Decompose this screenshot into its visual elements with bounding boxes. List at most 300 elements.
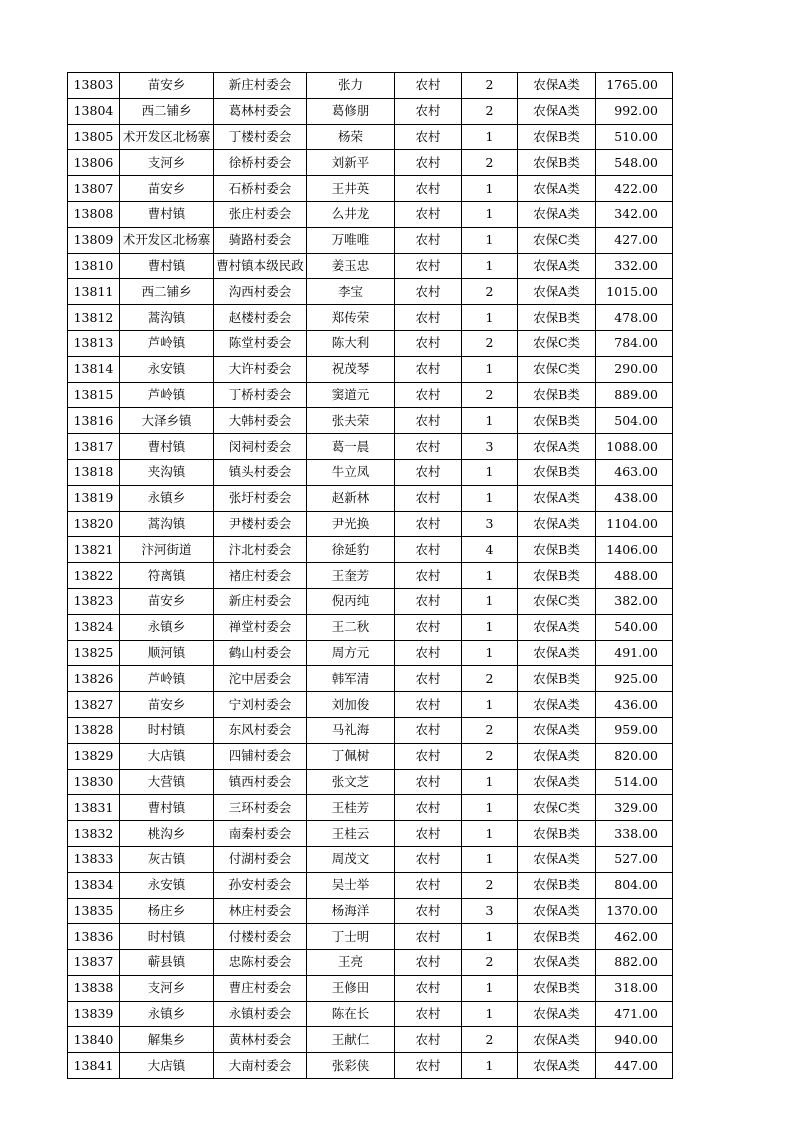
table-cell-town: 杨庄乡 [120, 898, 214, 924]
table-cell-name: 马礼海 [307, 717, 395, 743]
table-cell-town: 苗安乡 [120, 692, 214, 718]
table-cell-id: 13830 [68, 769, 120, 795]
table-cell-category: 农保A类 [518, 846, 596, 872]
table-cell-amount: 447.00 [596, 1053, 673, 1079]
table-cell-count: 2 [462, 666, 518, 692]
table-cell-category: 农保A类 [518, 434, 596, 460]
table-cell-village: 付楼村委会 [214, 924, 307, 950]
table-cell-count: 1 [462, 408, 518, 434]
table-cell-count: 1 [462, 795, 518, 821]
table-cell-type: 农村 [395, 1027, 462, 1053]
table-cell-village: 汴北村委会 [214, 537, 307, 563]
table-cell-category: 农保A类 [518, 176, 596, 202]
table-cell-village: 曹庄村委会 [214, 975, 307, 1001]
table-cell-village: 忠陈村委会 [214, 950, 307, 976]
table-cell-count: 2 [462, 330, 518, 356]
table-cell-village: 骑路村委会 [214, 227, 307, 253]
table-cell-count: 1 [462, 846, 518, 872]
table-cell-village: 宁刘村委会 [214, 692, 307, 718]
table-cell-name: 窦道元 [307, 382, 395, 408]
table-cell-village: 鹤山村委会 [214, 640, 307, 666]
table-cell-count: 1 [462, 769, 518, 795]
table-cell-category: 农保A类 [518, 1027, 596, 1053]
table-cell-id: 13841 [68, 1053, 120, 1079]
table-cell-category: 农保B类 [518, 563, 596, 589]
table-cell-id: 13817 [68, 434, 120, 460]
table-row [68, 98, 673, 124]
table-cell-amount: 478.00 [596, 305, 673, 331]
table-cell-village: 石桥村委会 [214, 176, 307, 202]
table-cell-name: 王桂云 [307, 821, 395, 847]
table-row [68, 950, 673, 976]
table-cell-village: 沟西村委会 [214, 279, 307, 305]
table-cell-amount: 804.00 [596, 872, 673, 898]
table-cell-type: 农村 [395, 511, 462, 537]
table-cell-id: 13826 [68, 666, 120, 692]
table-cell-amount: 1104.00 [596, 511, 673, 537]
table-cell-village: 永镇村委会 [214, 1001, 307, 1027]
table-cell-town: 支河乡 [120, 150, 214, 176]
table-row [68, 614, 673, 640]
table-cell-village: 新庄村委会 [214, 588, 307, 614]
table-row [68, 124, 673, 150]
table-cell-name: 赵新林 [307, 485, 395, 511]
table-row [68, 227, 673, 253]
table-cell-name: 张夫荣 [307, 408, 395, 434]
table-cell-village: 大南村委会 [214, 1053, 307, 1079]
table-cell-id: 13838 [68, 975, 120, 1001]
table-row [68, 640, 673, 666]
table-cell-category: 农保C类 [518, 356, 596, 382]
table-cell-type: 农村 [395, 769, 462, 795]
table-row [68, 201, 673, 227]
table-cell-count: 1 [462, 614, 518, 640]
table-cell-category: 农保A类 [518, 485, 596, 511]
table-cell-name: 倪丙纯 [307, 588, 395, 614]
table-cell-count: 1 [462, 201, 518, 227]
table-cell-category: 农保A类 [518, 692, 596, 718]
table-cell-category: 农保A类 [518, 1053, 596, 1079]
table-cell-village: 大韩村委会 [214, 408, 307, 434]
table-cell-name: 吴士举 [307, 872, 395, 898]
table-cell-id: 13840 [68, 1027, 120, 1053]
table-cell-name: 牛立凤 [307, 459, 395, 485]
table-row [68, 975, 673, 1001]
table-cell-amount: 436.00 [596, 692, 673, 718]
table-cell-type: 农村 [395, 201, 462, 227]
table-cell-amount: 882.00 [596, 950, 673, 976]
table-cell-town: 芦岭镇 [120, 330, 214, 356]
table-cell-name: 王修田 [307, 975, 395, 1001]
table-row [68, 1027, 673, 1053]
table-cell-amount: 382.00 [596, 588, 673, 614]
table-cell-town: 永镇乡 [120, 485, 214, 511]
table-row [68, 717, 673, 743]
table-cell-type: 农村 [395, 846, 462, 872]
table-cell-town: 苗安乡 [120, 588, 214, 614]
table-cell-amount: 318.00 [596, 975, 673, 1001]
table-cell-town: 桃沟乡 [120, 821, 214, 847]
table-cell-id: 13836 [68, 924, 120, 950]
table-cell-type: 农村 [395, 563, 462, 589]
table-cell-village: 葛林村委会 [214, 98, 307, 124]
table-cell-name: 王二秋 [307, 614, 395, 640]
table-cell-amount: 488.00 [596, 563, 673, 589]
table-cell-amount: 1370.00 [596, 898, 673, 924]
table-cell-id: 13821 [68, 537, 120, 563]
table-cell-category: 农保A类 [518, 253, 596, 279]
table-cell-count: 1 [462, 563, 518, 589]
table-cell-village: 赵楼村委会 [214, 305, 307, 331]
table-cell-amount: 329.00 [596, 795, 673, 821]
table-cell-name: 陈在长 [307, 1001, 395, 1027]
table-cell-type: 农村 [395, 795, 462, 821]
table-cell-village: 沱中居委会 [214, 666, 307, 692]
table-cell-id: 13823 [68, 588, 120, 614]
table-cell-name: 王献仁 [307, 1027, 395, 1053]
table-cell-town: 时村镇 [120, 924, 214, 950]
table-row [68, 588, 673, 614]
table-cell-village: 南秦村委会 [214, 821, 307, 847]
table-cell-count: 2 [462, 279, 518, 305]
table-cell-amount: 540.00 [596, 614, 673, 640]
table-cell-name: 李宝 [307, 279, 395, 305]
table-cell-name: 万唯唯 [307, 227, 395, 253]
table-cell-town: 汴河街道 [120, 537, 214, 563]
table-cell-id: 13818 [68, 459, 120, 485]
table-cell-category: 农保A类 [518, 717, 596, 743]
table-cell-id: 13831 [68, 795, 120, 821]
table-cell-town: 蕲县镇 [120, 950, 214, 976]
table-cell-category: 农保C类 [518, 795, 596, 821]
table-cell-category: 农保B类 [518, 666, 596, 692]
table-cell-type: 农村 [395, 717, 462, 743]
table-cell-town: 永安镇 [120, 356, 214, 382]
table-cell-town: 符离镇 [120, 563, 214, 589]
table-cell-amount: 427.00 [596, 227, 673, 253]
table-cell-name: 么井龙 [307, 201, 395, 227]
table-body [68, 73, 673, 1079]
table-cell-name: 刘加俊 [307, 692, 395, 718]
table-cell-id: 13816 [68, 408, 120, 434]
table-cell-town: 永镇乡 [120, 1001, 214, 1027]
table-row [68, 330, 673, 356]
table-cell-amount: 504.00 [596, 408, 673, 434]
table-cell-category: 农保B类 [518, 924, 596, 950]
table-cell-amount: 959.00 [596, 717, 673, 743]
table-cell-count: 1 [462, 253, 518, 279]
table-cell-town: 夹沟镇 [120, 459, 214, 485]
table-cell-town: 西二铺乡 [120, 279, 214, 305]
table-row [68, 563, 673, 589]
table-cell-id: 13819 [68, 485, 120, 511]
table-cell-count: 1 [462, 1001, 518, 1027]
table-cell-type: 农村 [395, 950, 462, 976]
table-cell-count: 1 [462, 459, 518, 485]
table-cell-type: 农村 [395, 459, 462, 485]
table-cell-town: 蒿沟镇 [120, 305, 214, 331]
table-cell-town: 蒿沟镇 [120, 511, 214, 537]
table-cell-name: 郑传荣 [307, 305, 395, 331]
table-cell-village: 徐桥村委会 [214, 150, 307, 176]
table-row [68, 743, 673, 769]
table-cell-town: 术开发区北杨寨 [120, 124, 214, 150]
table-cell-amount: 342.00 [596, 201, 673, 227]
table-cell-type: 农村 [395, 356, 462, 382]
table-cell-count: 1 [462, 485, 518, 511]
table-cell-name: 祝茂琴 [307, 356, 395, 382]
table-cell-count: 1 [462, 356, 518, 382]
table-cell-type: 农村 [395, 73, 462, 99]
table-cell-amount: 784.00 [596, 330, 673, 356]
table-cell-village: 三环村委会 [214, 795, 307, 821]
table-cell-category: 农保C类 [518, 588, 596, 614]
table-cell-amount: 527.00 [596, 846, 673, 872]
table-cell-count: 2 [462, 872, 518, 898]
table-cell-category: 农保B类 [518, 459, 596, 485]
table-cell-village: 东风村委会 [214, 717, 307, 743]
table-cell-town: 支河乡 [120, 975, 214, 1001]
table-cell-name: 葛一晨 [307, 434, 395, 460]
table-row [68, 1001, 673, 1027]
table-cell-category: 农保A类 [518, 279, 596, 305]
table-cell-category: 农保B类 [518, 305, 596, 331]
table-cell-name: 姜玉忠 [307, 253, 395, 279]
table-cell-category: 农保A类 [518, 201, 596, 227]
table-row [68, 382, 673, 408]
table-cell-type: 农村 [395, 227, 462, 253]
table-cell-village: 孙安村委会 [214, 872, 307, 898]
table-cell-name: 丁佩树 [307, 743, 395, 769]
table-cell-name: 葛修朋 [307, 98, 395, 124]
relief-roster-table [67, 72, 673, 1079]
table-cell-type: 农村 [395, 434, 462, 460]
table-row [68, 459, 673, 485]
table-cell-amount: 940.00 [596, 1027, 673, 1053]
table-cell-amount: 463.00 [596, 459, 673, 485]
table-cell-town: 永安镇 [120, 872, 214, 898]
table-row [68, 176, 673, 202]
table-cell-town: 曹村镇 [120, 795, 214, 821]
table-cell-town: 顺河镇 [120, 640, 214, 666]
table-cell-amount: 925.00 [596, 666, 673, 692]
table-cell-village: 张庄村委会 [214, 201, 307, 227]
table-cell-village: 丁桥村委会 [214, 382, 307, 408]
table-cell-name: 周茂文 [307, 846, 395, 872]
table-cell-type: 农村 [395, 614, 462, 640]
table-row [68, 356, 673, 382]
table-row [68, 408, 673, 434]
table-row [68, 692, 673, 718]
table-cell-amount: 1765.00 [596, 73, 673, 99]
table-cell-type: 农村 [395, 1053, 462, 1079]
table-row [68, 898, 673, 924]
table-cell-id: 13805 [68, 124, 120, 150]
table-cell-id: 13813 [68, 330, 120, 356]
table-cell-village: 禅堂村委会 [214, 614, 307, 640]
table-cell-id: 13809 [68, 227, 120, 253]
table-cell-village: 四铺村委会 [214, 743, 307, 769]
table-cell-type: 农村 [395, 382, 462, 408]
table-cell-type: 农村 [395, 176, 462, 202]
table-cell-town: 时村镇 [120, 717, 214, 743]
table-cell-name: 王奎芳 [307, 563, 395, 589]
table-cell-id: 13835 [68, 898, 120, 924]
table-cell-town: 灰古镇 [120, 846, 214, 872]
table-cell-town: 术开发区北杨寨 [120, 227, 214, 253]
table-cell-count: 2 [462, 73, 518, 99]
table-row [68, 73, 673, 99]
table-cell-name: 杨荣 [307, 124, 395, 150]
table-cell-amount: 491.00 [596, 640, 673, 666]
table-cell-id: 13812 [68, 305, 120, 331]
table-cell-id: 13814 [68, 356, 120, 382]
table-cell-amount: 471.00 [596, 1001, 673, 1027]
table-cell-village: 陈堂村委会 [214, 330, 307, 356]
table-cell-village: 褚庄村委会 [214, 563, 307, 589]
table-cell-town: 芦岭镇 [120, 666, 214, 692]
table-cell-village: 丁楼村委会 [214, 124, 307, 150]
table-cell-category: 农保A类 [518, 898, 596, 924]
table-cell-town: 西二铺乡 [120, 98, 214, 124]
table-cell-count: 1 [462, 176, 518, 202]
table-cell-town: 永镇乡 [120, 614, 214, 640]
table-cell-amount: 422.00 [596, 176, 673, 202]
table-cell-id: 13837 [68, 950, 120, 976]
table-cell-count: 1 [462, 640, 518, 666]
table-cell-type: 农村 [395, 305, 462, 331]
table-cell-count: 1 [462, 588, 518, 614]
table-cell-count: 2 [462, 1027, 518, 1053]
table-cell-type: 农村 [395, 330, 462, 356]
table-row [68, 511, 673, 537]
table-cell-name: 韩军清 [307, 666, 395, 692]
table-cell-type: 农村 [395, 1001, 462, 1027]
table-cell-amount: 889.00 [596, 382, 673, 408]
table-cell-category: 农保B类 [518, 975, 596, 1001]
table-cell-id: 13828 [68, 717, 120, 743]
table-cell-count: 2 [462, 150, 518, 176]
table-cell-type: 农村 [395, 975, 462, 1001]
table-row [68, 924, 673, 950]
table-cell-category: 农保A类 [518, 614, 596, 640]
table-cell-count: 1 [462, 124, 518, 150]
table-cell-town: 解集乡 [120, 1027, 214, 1053]
table-cell-count: 3 [462, 898, 518, 924]
table-cell-category: 农保B类 [518, 124, 596, 150]
table-cell-type: 农村 [395, 640, 462, 666]
table-cell-town: 大店镇 [120, 743, 214, 769]
table-cell-amount: 438.00 [596, 485, 673, 511]
table-cell-count: 2 [462, 743, 518, 769]
table-cell-type: 农村 [395, 98, 462, 124]
table-cell-town: 曹村镇 [120, 253, 214, 279]
table-cell-name: 王桂芳 [307, 795, 395, 821]
table-cell-name: 张彩侠 [307, 1053, 395, 1079]
table-cell-amount: 510.00 [596, 124, 673, 150]
table-cell-type: 农村 [395, 537, 462, 563]
table-cell-amount: 1015.00 [596, 279, 673, 305]
table-cell-town: 大营镇 [120, 769, 214, 795]
table-cell-village: 镇头村委会 [214, 459, 307, 485]
table-cell-count: 3 [462, 434, 518, 460]
table-cell-type: 农村 [395, 924, 462, 950]
table-row [68, 769, 673, 795]
table-cell-village: 闵祠村委会 [214, 434, 307, 460]
table-cell-id: 13820 [68, 511, 120, 537]
table-cell-id: 13839 [68, 1001, 120, 1027]
table-cell-id: 13829 [68, 743, 120, 769]
table-cell-town: 大泽乡镇 [120, 408, 214, 434]
table-cell-category: 农保C类 [518, 330, 596, 356]
table-cell-category: 农保A类 [518, 511, 596, 537]
table-cell-name: 徐延豹 [307, 537, 395, 563]
table-cell-town: 苗安乡 [120, 176, 214, 202]
table-cell-amount: 290.00 [596, 356, 673, 382]
table-cell-name: 周方元 [307, 640, 395, 666]
table-cell-type: 农村 [395, 150, 462, 176]
table-cell-name: 王亮 [307, 950, 395, 976]
table-row [68, 253, 673, 279]
table-cell-category: 农保B类 [518, 408, 596, 434]
table-cell-village: 大许村委会 [214, 356, 307, 382]
table-cell-category: 农保B类 [518, 872, 596, 898]
table-cell-amount: 1406.00 [596, 537, 673, 563]
table-cell-type: 农村 [395, 692, 462, 718]
table-cell-category: 农保A类 [518, 640, 596, 666]
table-cell-town: 苗安乡 [120, 73, 214, 99]
table-cell-town: 大店镇 [120, 1053, 214, 1079]
table-cell-type: 农村 [395, 588, 462, 614]
table-row [68, 1053, 673, 1079]
table-cell-town: 曹村镇 [120, 434, 214, 460]
table-row [68, 305, 673, 331]
table-row [68, 434, 673, 460]
table-cell-count: 1 [462, 305, 518, 331]
table-cell-village: 尹楼村委会 [214, 511, 307, 537]
table-cell-id: 13811 [68, 279, 120, 305]
table-cell-name: 张力 [307, 73, 395, 99]
table-cell-id: 13815 [68, 382, 120, 408]
table-cell-id: 13806 [68, 150, 120, 176]
table-cell-id: 13827 [68, 692, 120, 718]
table-cell-amount: 1088.00 [596, 434, 673, 460]
table-cell-id: 13825 [68, 640, 120, 666]
table-cell-type: 农村 [395, 743, 462, 769]
table-cell-count: 2 [462, 382, 518, 408]
table-cell-category: 农保A类 [518, 743, 596, 769]
table-cell-category: 农保B类 [518, 382, 596, 408]
table-cell-village: 曹村镇本级民政 [214, 253, 307, 279]
table-row [68, 537, 673, 563]
table-cell-id: 13822 [68, 563, 120, 589]
table-cell-type: 农村 [395, 821, 462, 847]
table-cell-amount: 992.00 [596, 98, 673, 124]
table-cell-type: 农村 [395, 898, 462, 924]
table-cell-category: 农保B类 [518, 821, 596, 847]
table-cell-category: 农保B类 [518, 150, 596, 176]
table-cell-count: 2 [462, 717, 518, 743]
table-cell-count: 1 [462, 692, 518, 718]
table-cell-id: 13834 [68, 872, 120, 898]
table-cell-type: 农村 [395, 124, 462, 150]
table-cell-name: 杨海洋 [307, 898, 395, 924]
table-cell-town: 曹村镇 [120, 201, 214, 227]
table-cell-name: 王井英 [307, 176, 395, 202]
table-row [68, 279, 673, 305]
table-row [68, 795, 673, 821]
table-cell-type: 农村 [395, 872, 462, 898]
